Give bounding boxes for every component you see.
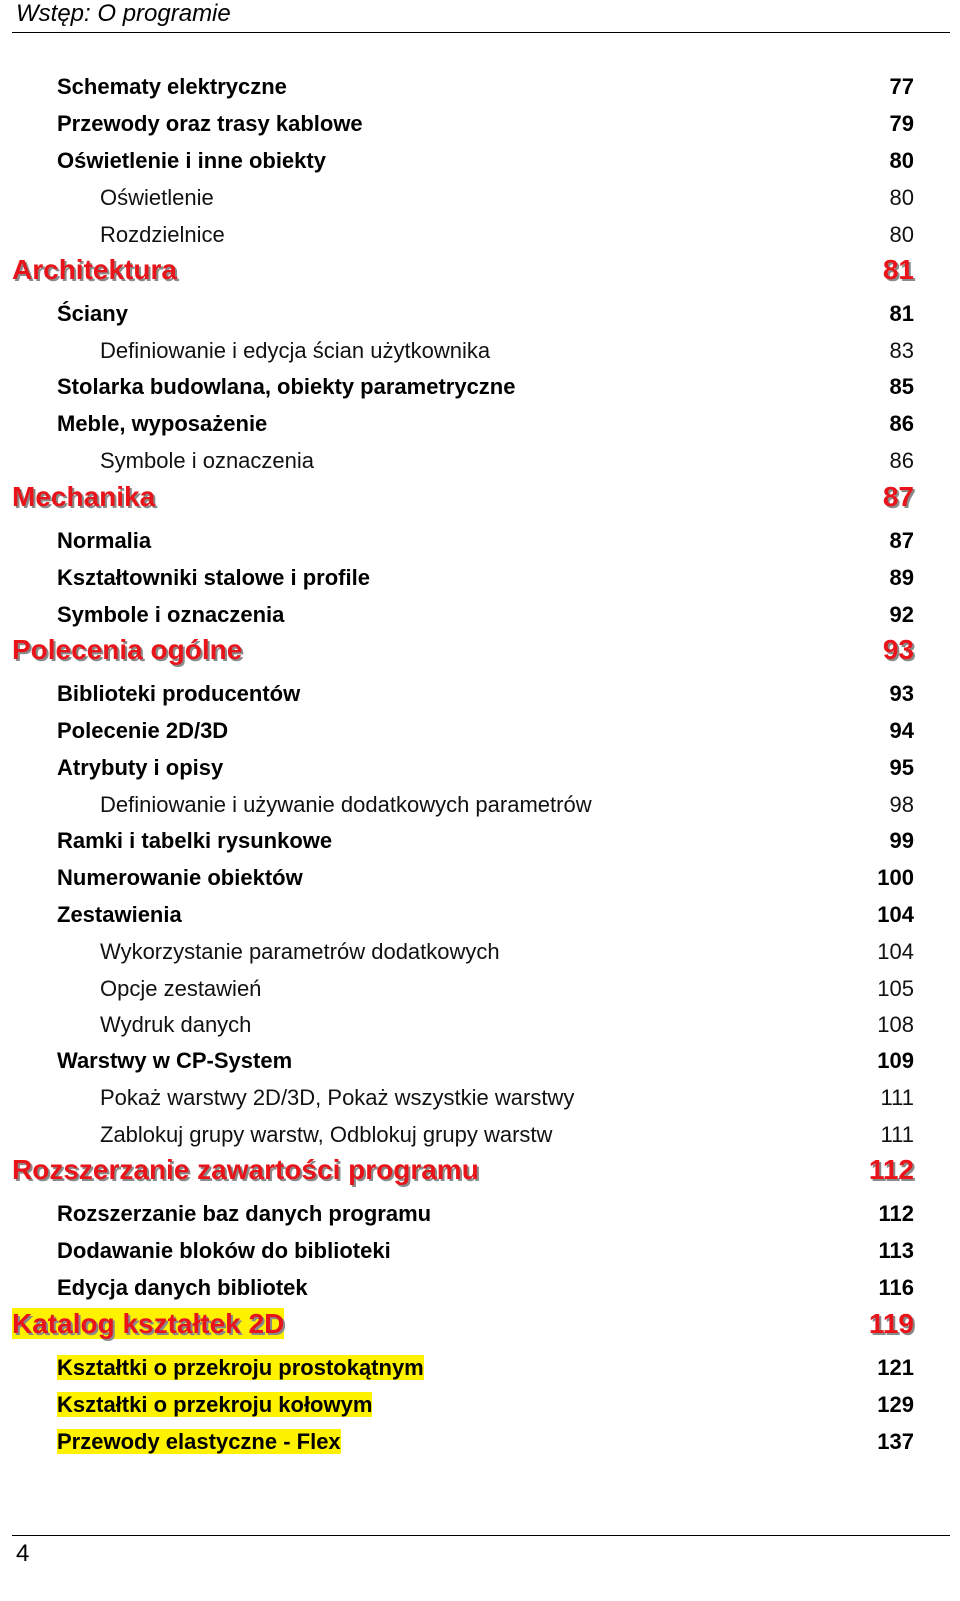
- toc-entry: [0, 708, 960, 745]
- toc-subentry-label: Wydruk danych: [100, 1012, 252, 1037]
- toc-entry-page: 86: [889, 411, 914, 436]
- toc-entry: [0, 1038, 960, 1075]
- toc-entry-page: 87: [889, 528, 914, 553]
- toc-entry: [0, 64, 960, 101]
- toc-entry-page: 79: [889, 111, 914, 136]
- toc-subentry-page: 98: [889, 792, 914, 817]
- toc-entry-label: Edycja danych bibliotek: [57, 1275, 308, 1300]
- toc-entry-label: Zestawienia: [57, 902, 182, 927]
- toc-chapter-page: 87: [882, 481, 914, 512]
- toc-subentry: [0, 966, 960, 1003]
- toc-entry-label: Rozszerzanie baz danych programu: [57, 1201, 432, 1226]
- toc-entry-page: 94: [889, 718, 914, 743]
- toc-subentry: [0, 438, 960, 475]
- toc-entry-page: 93: [889, 681, 914, 706]
- toc-chapter-page: 112: [868, 1154, 914, 1185]
- toc-subentry-label: Symbole i oznaczenia: [100, 448, 315, 473]
- toc-entry: [0, 1345, 960, 1382]
- toc-subentry-label: Oświetlenie: [100, 185, 214, 210]
- toc-entry-label: Numerowanie obiektów: [57, 865, 303, 890]
- toc-entry-page: 89: [889, 565, 914, 590]
- toc-entry-page: 77: [889, 74, 914, 99]
- toc-entry: [0, 1228, 960, 1265]
- toc-subentry: [0, 1002, 960, 1039]
- toc-subentry: [0, 929, 960, 966]
- toc-entry: [0, 592, 960, 629]
- toc-subentry-page: 83: [889, 338, 914, 363]
- toc-entry-page: 95: [889, 755, 914, 780]
- toc-entry-page: 129: [877, 1392, 914, 1417]
- toc-chapter-page: 119: [868, 1308, 914, 1339]
- toc-subentry: [0, 212, 960, 249]
- toc-entry-page: 85: [889, 374, 914, 399]
- highlighted-text: Kształtki o przekroju prostokątnym: [57, 1355, 424, 1380]
- toc-subentry-page: 86: [889, 448, 914, 473]
- toc-entry-label: Stolarka budowlana, obiekty parametryczne: [57, 374, 516, 399]
- toc-entry-page: 112: [878, 1201, 914, 1226]
- toc-entry: [0, 364, 960, 401]
- toc-entry-label: Polecenie 2D/3D: [57, 718, 229, 743]
- toc-entry: [0, 818, 960, 855]
- toc-subentry-page: 104: [877, 939, 914, 964]
- toc-entry: [0, 401, 960, 438]
- toc-entry-label: Przewody oraz trasy kablowe: [57, 111, 363, 136]
- toc-entry-page: 100: [877, 865, 914, 890]
- toc-entry-label: Schematy elektryczne: [57, 74, 287, 99]
- toc-entry-page: 81: [889, 301, 914, 326]
- toc-chapter: [0, 1147, 960, 1187]
- toc-entry-label: Ramki i tabelki rysunkowe: [57, 828, 333, 853]
- toc-subentry-label: Definiowanie i używanie dodatkowych parametrów: [100, 792, 592, 817]
- toc-entry-page: 80: [889, 148, 914, 173]
- toc-entry: [0, 138, 960, 175]
- toc-subentry: [0, 328, 960, 365]
- toc-subentry-page: 80: [889, 185, 914, 210]
- toc-entry-page: 113: [878, 1238, 914, 1263]
- toc-entry-label: Ściany: [57, 301, 128, 326]
- toc-entry-label: Symbole i oznaczenia: [57, 602, 285, 627]
- toc-entry-page: 137: [877, 1429, 914, 1454]
- toc-subentry-label: Definiowanie i edycja ścian użytkownika: [100, 338, 491, 363]
- toc-entry: [0, 745, 960, 782]
- toc-subentry-page: 108: [877, 1012, 914, 1037]
- toc-entry-label: Oświetlenie i inne obiekty: [57, 148, 326, 173]
- toc-entry-page: 99: [889, 828, 914, 853]
- toc-entry: [0, 1382, 960, 1419]
- toc-entry-page: 104: [877, 902, 914, 927]
- toc-entry: [0, 518, 960, 555]
- toc-entry-page: 109: [877, 1048, 914, 1073]
- toc-entry: [0, 1191, 960, 1228]
- toc-chapter-page: 81: [882, 254, 914, 285]
- toc-entry-label: Meble, wyposażenie: [57, 411, 268, 436]
- toc-entry-label: [57, 1391, 372, 1419]
- toc-entry-label: Normalia: [57, 528, 152, 553]
- toc-chapter: [0, 474, 960, 514]
- toc-chapter-label: Rozszerzanie zawartości programu: [12, 1154, 479, 1185]
- toc-entry-label: [57, 1354, 424, 1382]
- toc-entry-page: 116: [878, 1275, 914, 1300]
- toc-subentry-page: 111: [880, 1122, 914, 1147]
- toc-subentry: [0, 1112, 960, 1149]
- toc-entry: [0, 101, 960, 138]
- toc-entry: [0, 291, 960, 328]
- page-header: [12, 0, 950, 33]
- toc-subentry-label: Zablokuj grupy warstw, Odblokuj grupy warstw: [100, 1122, 553, 1147]
- toc-entry-label: Dodawanie bloków do biblioteki: [57, 1238, 391, 1263]
- toc-entry-label: Atrybuty i opisy: [57, 755, 224, 780]
- toc-subentry: [0, 175, 960, 212]
- toc-entry-page: 121: [877, 1355, 914, 1380]
- toc-entry-label: Kształtowniki stalowe i profile: [57, 565, 370, 590]
- toc-subentry: [0, 782, 960, 819]
- toc-chapter-label: [12, 1307, 284, 1341]
- header-title: Wstęp: O programie: [16, 0, 231, 27]
- toc-chapter-label: Polecenia ogólne: [12, 634, 243, 665]
- toc-chapter-label: Mechanika: [12, 481, 156, 512]
- toc-subentry-label: Wykorzystanie parametrów dodatkowych: [100, 939, 500, 964]
- toc-entry-label: [57, 1428, 341, 1456]
- toc-chapter: [0, 247, 960, 287]
- toc-entry-label: Biblioteki producentów: [57, 681, 301, 706]
- toc-entry: [0, 555, 960, 592]
- toc-chapter: [0, 1301, 960, 1341]
- highlighted-text: Przewody elastyczne - Flex: [57, 1429, 341, 1454]
- toc-subentry-label: Opcje zestawień: [100, 976, 262, 1001]
- highlighted-text: Kształtki o przekroju kołowym: [57, 1392, 373, 1417]
- toc-subentry: [0, 1075, 960, 1112]
- toc-entry-label: Warstwy w CP-System: [57, 1048, 293, 1073]
- toc-chapter-page: 93: [882, 634, 914, 665]
- highlighted-text: Katalog kształtek 2D: [12, 1308, 285, 1339]
- toc-entry: [0, 671, 960, 708]
- toc-entry: [0, 1419, 960, 1456]
- toc-entry: [0, 855, 960, 892]
- toc-entry: [0, 1265, 960, 1302]
- toc-chapter: [0, 627, 960, 667]
- toc-entry: [0, 892, 960, 929]
- toc-subentry-label: Pokaż warstwy 2D/3D, Pokaż wszystkie warstwy: [100, 1085, 575, 1110]
- toc-subentry-page: 80: [889, 222, 914, 247]
- toc-subentry-page: 105: [877, 976, 914, 1001]
- toc-subentry-label: Rozdzielnice: [100, 222, 225, 247]
- toc-entry-page: 92: [889, 602, 914, 627]
- page-number: 4: [16, 1540, 30, 1567]
- page-footer: [12, 1535, 950, 1567]
- toc-subentry-page: 111: [880, 1085, 914, 1110]
- toc-chapter-label: Architektura: [12, 254, 177, 285]
